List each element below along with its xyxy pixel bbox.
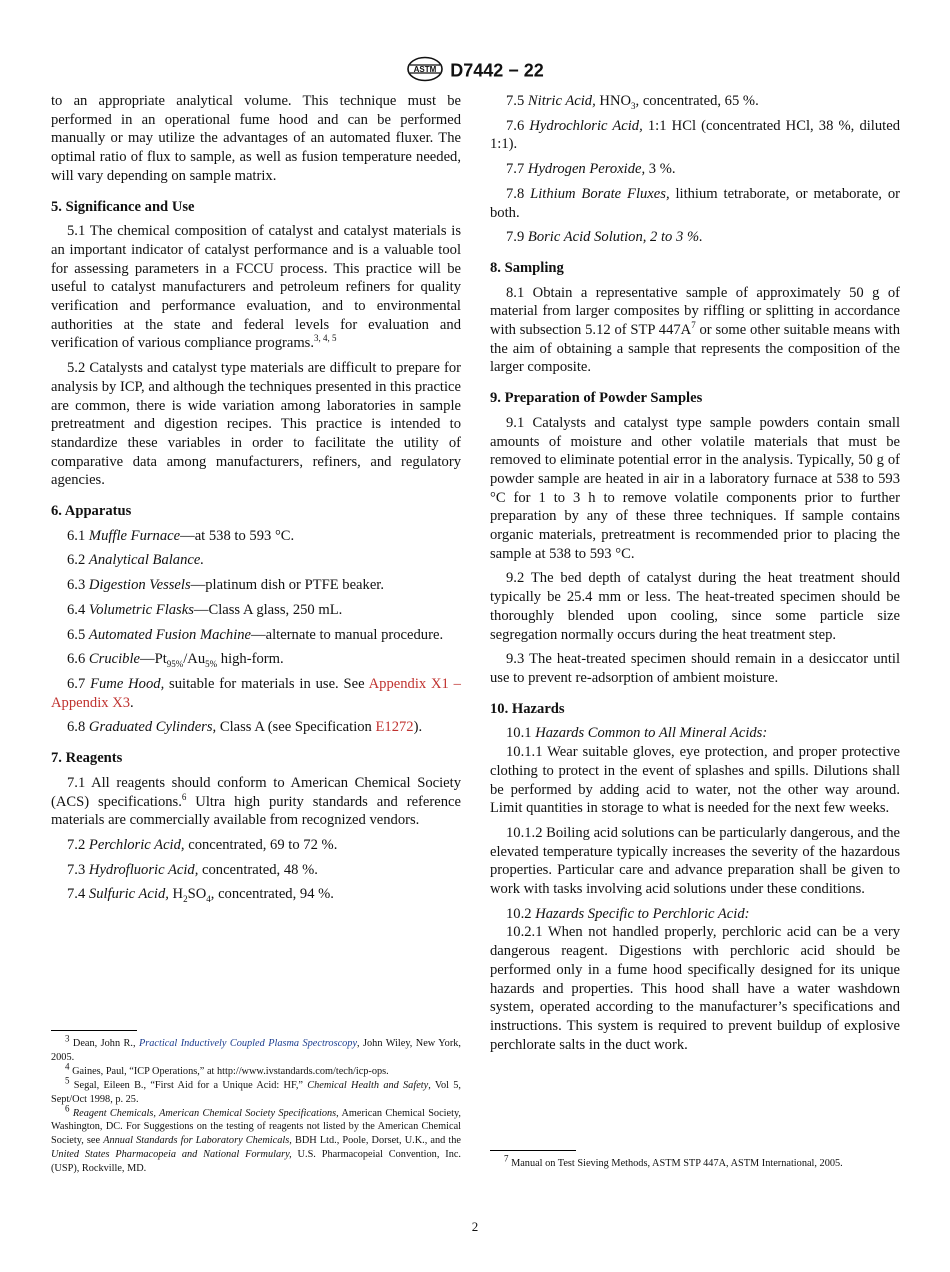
footnote-ref[interactable]: 7 [691, 320, 696, 331]
item-text: ). [413, 719, 423, 736]
footnote-text: , John Wiley, New York, 2005. [51, 1038, 461, 1063]
term: Hydrogen Peroxide, [527, 161, 646, 178]
para-7-1 [51, 774, 461, 830]
footnote-text: Annual Standards for Laboratory Chemicals, [103, 1135, 292, 1147]
para-6-6 [51, 650, 461, 669]
para-7-8 [490, 185, 900, 222]
footnote-text: Dean, John R., [69, 1038, 139, 1049]
page-number: 2 [471, 1219, 479, 1234]
footnote-text: Gaines, Paul, “ICP Operations,” at http://www.ivstandards.com/tech/icp-ops. [69, 1065, 389, 1077]
footnote-number: 6 [65, 1103, 70, 1114]
para-6-8 [51, 718, 461, 737]
footnote-7 [490, 1153, 900, 1171]
item-text: , concentrated, 65 %. [635, 93, 759, 109]
subscript: 4 [206, 894, 211, 905]
section-6-heading: 6. Apparatus [51, 503, 132, 520]
para-5-1-text: 5.1 The chemical composition of catalyst and catalyst materials is an important indicator of catalyst performance and is a valuable tool for assessing parameters in a FCCU process. This practice will be useful to catalyst manufacturers and petroleum refiners for quality verification and performance evaluation, and to environmental authorities at the state and federal levels for evaluation and verification of various compliance programs. [51, 223, 461, 352]
item-number: 6.5 [67, 626, 86, 643]
item-text: —platinum dish or PTFE beaker. [190, 577, 385, 594]
term: Hazards Specific to Perchloric Acid: [535, 905, 750, 922]
item-text: /Au [183, 651, 206, 668]
item-number: 6.2 [67, 552, 86, 569]
para-6-2 [51, 551, 461, 570]
para-7-4 [51, 885, 461, 904]
para-7-9 [490, 228, 900, 247]
term: Boric Acid Solution, 2 to 3 %. [527, 229, 703, 246]
item-number: 7.7 [506, 161, 525, 178]
item-text: 8.1 Obtain a representative sample of approximately 50 g of material from larger composites by riffling or splitting in accordance with subsection 5.12 of STP 447A [490, 284, 900, 339]
para-9-1: 9.1 Catalysts and catalyst type sample powders contain small amounts of moisture and other volatile materials that must be removed to eliminate potential error in the analysis. Typically, 50 g of powder sample are heated in air in a laboratory furnace at 538 to 593 °C for 1 to 3 h to remove volatile components prior to further preparation by any of these three techniques. If sample contains organic materials, pretreatment is recommended prior to placing the sample at 538 to 593 °C. [490, 414, 900, 562]
term: Lithium Borate Fluxes, [530, 185, 670, 202]
footnote-text: United States Pharmacopeia and National Formulary, [51, 1149, 292, 1161]
item-number: 7.4 [67, 886, 86, 903]
para-6-5 [51, 626, 461, 645]
page-header [0, 56, 950, 87]
footnote-6 [51, 1103, 462, 1177]
item-number: 7.5 [506, 93, 525, 109]
section-7-heading: 7. Reagents [51, 750, 123, 767]
subscript: 5% [205, 659, 218, 670]
item-text: 1:1 HCl (concentrated HCl, 38 %, diluted 1:1). [490, 117, 900, 153]
term: Digestion Vessels [88, 577, 191, 594]
item-text: lithium tetraborate, or metaborate, or both. [490, 185, 900, 221]
footnote-rule [490, 1150, 576, 1151]
section-9-heading: 9. Preparation of Powder Samples [490, 390, 703, 407]
footnote-text: Manual on Test Sieving Methods, ASTM STP 447A, ASTM International, 2005. [508, 1158, 843, 1169]
item-number: 6.6 [67, 651, 86, 668]
para-7-7 [490, 160, 900, 179]
item-text: Ultra high purity standards and reference materials are commercially available from recognized vendors. [51, 793, 461, 829]
para-8-1 [490, 284, 900, 378]
right-footnotes [490, 1150, 900, 1171]
footnote-5 [51, 1075, 461, 1107]
item-number: 10.2 [506, 905, 532, 922]
para-7-3 [51, 861, 461, 880]
para-6-3 [51, 576, 461, 595]
para-10-1-2: 10.1.2 Boiling acid solutions can be particularly dangerous, and the elevated temperature typically increases the severity of the hazardous properties. Particular care and advance preparation shall be given to work with tasks involving acid solutions under these conditions. [490, 824, 900, 898]
term: Hydrofluoric Acid, [88, 861, 199, 878]
para-10-1-1: 10.1.1 Wear suitable gloves, eye protection, and proper protective clothing to protect in the event of splashes and spills. Dilutions shall be performed by adding acid to water, not the other way around. Limit quantities in storage to what is needed for the next few weeks. [490, 744, 900, 817]
footnote-number: 5 [65, 1075, 70, 1086]
item-text: —Class A glass, 250 mL. [193, 601, 343, 618]
intro-paragraph: to an appropriate analytical volume. This technique must be performed in an operational fume hood and can be performed manually or may utilize the advantages of an automated fluxer. The optimal ratio of flux to sample, as well as fusion temperature needed, will vary depending on sample matrix. [51, 93, 461, 184]
footnote-text: , American Chemical Society, Washington, DC. For Suggestions on the testing of reagents not listed by the American Chemical Society, see [51, 1107, 461, 1147]
left-footnotes [51, 1030, 461, 1176]
item-number: 6.7 [67, 675, 86, 692]
item-text: HNO [595, 93, 632, 109]
svg-text:ASTM: ASTM [413, 65, 437, 74]
item-number: 7.9 [506, 229, 525, 246]
para-6-7 [51, 675, 461, 712]
term: Perchloric Acid, [88, 836, 185, 853]
footnote-number: 4 [65, 1061, 70, 1072]
term: Crucible [88, 651, 140, 668]
subscript: 95% [166, 659, 184, 670]
item-text: , concentrated, 94 %. [210, 886, 334, 903]
para-5-1 [51, 222, 461, 353]
item-number: 6.4 [67, 601, 86, 618]
footnote-4 [51, 1061, 461, 1079]
footnote-text: , Vol 5, Sept/Oct 1998, p. 25. [51, 1079, 461, 1105]
item-text: 3 %. [645, 161, 676, 178]
item-text: 7.1 All reagents should conform to American Chemical Society (ACS) specifications. [51, 774, 461, 810]
para-7-5 [490, 92, 900, 111]
term: Fume Hood, [90, 675, 165, 692]
footnote-ref[interactable]: 3, 4, 5 [314, 333, 337, 344]
subscript: 2 [183, 894, 188, 905]
left-column [51, 92, 461, 910]
para-10-2 [490, 905, 900, 924]
footnote-text: Reagent Chemicals, American Chemical Society Specifications [69, 1107, 337, 1119]
term: Automated Fusion Machine [88, 626, 252, 643]
term: Sulfuric Acid, [88, 886, 169, 903]
item-number: 6.3 [67, 577, 86, 594]
para-10-1 [490, 724, 900, 743]
para-7-6 [490, 117, 900, 154]
item-number: 7.2 [67, 836, 86, 853]
footnote-text: U.S. Pharmacopeial Convention, Inc. (USP), Rockville, MD. [51, 1149, 461, 1175]
designation: D7442 − 22 [450, 60, 544, 81]
e1272-link[interactable]: E1272 [375, 719, 414, 736]
para-7-2 [51, 836, 461, 855]
item-text: H [168, 886, 184, 903]
para-9-2: 9.2 The bed depth of catalyst during the heat treatment should typically be 25.4 mm or less. The heat-treated specimen should be thoroughly blended upon cooling, since some particle size segregation normally occurs during the heat treatment step. [490, 570, 900, 643]
footnote-number: 3 [65, 1033, 70, 1044]
section-5-heading: 5. Significance and Use [51, 198, 195, 215]
item-text: high-form. [217, 651, 284, 668]
item-number: 6.1 [67, 527, 86, 544]
subscript: 3 [631, 100, 636, 111]
item-text: . [130, 694, 134, 711]
item-number: 7.6 [506, 117, 525, 134]
astm-logo-icon [406, 56, 444, 87]
item-text: —alternate to manual procedure. [251, 626, 444, 643]
term: Muffle Furnace [88, 527, 181, 544]
right-column [490, 92, 900, 1060]
term: Volumetric Flasks [88, 601, 194, 618]
item-text: Class A (see Specification [216, 719, 376, 736]
item-number: 6.8 [67, 719, 86, 736]
term: Nitric Acid, [527, 93, 596, 109]
item-number: 10.1 [506, 725, 532, 742]
appendix-link[interactable]: Appendix X1 – Appendix X3 [51, 675, 461, 711]
para-6-4 [51, 601, 461, 620]
para-6-1 [51, 527, 461, 546]
para-10-2-1: 10.2.1 When not handled properly, perchloric acid can be a very dangerous reagent. Digestions with perchloric acid should be performed only in a fume hood specifically designed for its unique hazards and properties. This hood shall have a water washdown system, operated according to the manufacturer’s specifications and instructions. This system is required to prevent buildup of explosive perchlorate salts in the duct work. [490, 924, 900, 1053]
item-text: concentrated, 48 %. [198, 861, 318, 878]
term: Hazards Common to All Mineral Acids: [535, 725, 768, 742]
section-8-heading: 8. Sampling [490, 259, 564, 276]
term: Analytical Balance. [88, 552, 204, 569]
section-10-heading: 10. Hazards [490, 700, 565, 717]
footnote-text: Chemical Health and Safety [307, 1079, 429, 1091]
item-text: suitable for materials in use. See [164, 675, 369, 692]
item-text: concentrated, 69 to 72 %. [184, 836, 338, 853]
para-5-2: 5.2 Catalysts and catalyst type materials are difficult to prepare for analysis by ICP, and although the techniques presented in this practice are common, there is wide variation among laboratories in sample pretreatment and digestion recipes. This practice is intended to standardize these variables in order to facilitate the utility of comparative data among manufacturers, refiners, and regulatory agencies. [51, 360, 461, 489]
item-text: —Pt [139, 651, 167, 668]
item-number: 7.8 [506, 185, 525, 202]
footnote-ref[interactable]: 6 [181, 791, 187, 802]
para-9-3: 9.3 The heat-treated specimen should remain in a desiccator until use to prevent re-adsorption of ambient moisture. [490, 651, 900, 686]
term: Graduated Cylinders, [88, 719, 217, 736]
footnote-3 [51, 1033, 461, 1065]
item-text: SO [187, 886, 207, 903]
footnote-number: 7 [504, 1153, 509, 1164]
term: Hydrochloric Acid, [529, 117, 643, 134]
footnote-rule [51, 1030, 137, 1031]
reference-link[interactable]: Practical Inductively Coupled Plasma Spectroscopy [138, 1038, 358, 1049]
item-text: or some other suitable means with the aim of obtaining a sample that represents the composition of the larger composite. [490, 322, 900, 376]
item-text: —at 538 to 593 °C. [180, 527, 295, 544]
footnote-text: Segal, Eileen B., “First Aid for a Unique Acid: HF,” [69, 1079, 308, 1091]
item-number: 7.3 [67, 861, 86, 878]
footnote-text: BDH Ltd., Poole, Dorset, U.K., and the [291, 1135, 462, 1147]
